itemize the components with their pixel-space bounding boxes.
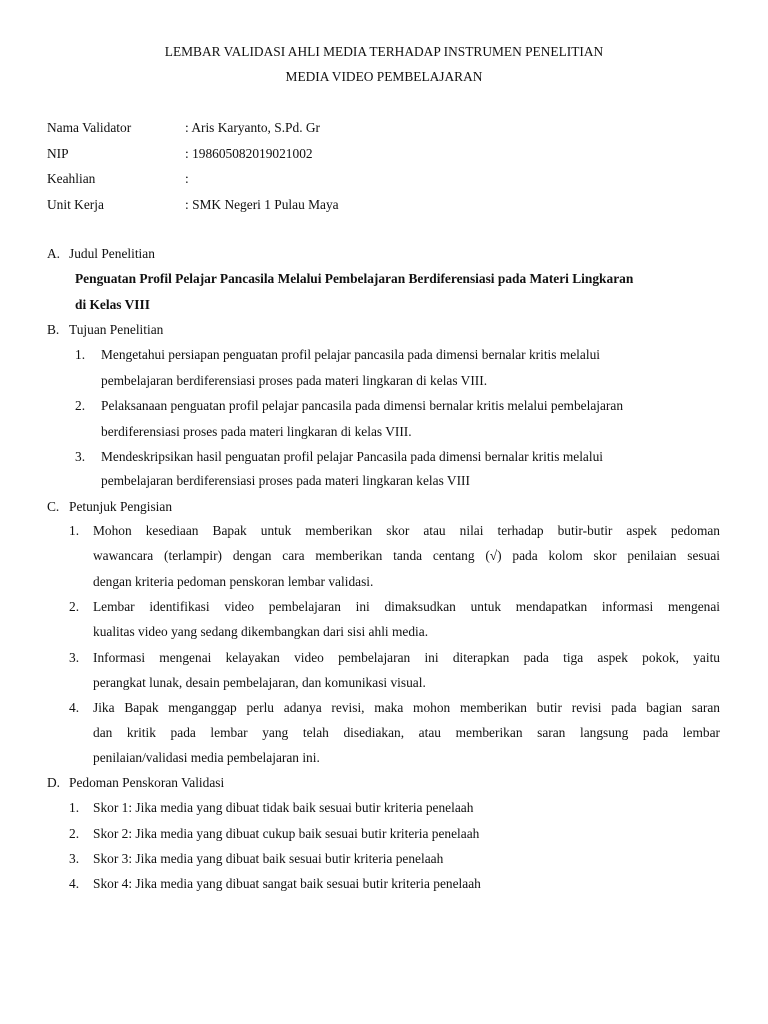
objective-number: 3.: [75, 449, 86, 464]
instruction-text: Mohon kesediaan Bapak untuk memberikan skor atau nilai terhadap butir-butir aspek pedoman: [93, 523, 720, 538]
identity-label: NIP: [47, 146, 69, 161]
identity-value: : SMK Negeri 1 Pulau Maya: [185, 197, 339, 212]
section-b-letter: B.: [47, 322, 60, 337]
section-a-heading: Judul Penelitian: [69, 246, 155, 261]
section-b-heading: Tujuan Penelitian: [69, 322, 164, 337]
score-number: 4.: [69, 876, 80, 891]
objective-text: Pelaksanaan penguatan profil pelajar pancasila pada dimensi bernalar kritis melalui pembelajaran: [101, 398, 624, 413]
instruction-number: 2.: [69, 599, 80, 614]
research-title-line1: Penguatan Profil Pelajar Pancasila Melalui Pembelajaran Berdiferensiasi pada Materi Lingkaran: [75, 271, 634, 286]
instruction-text: dan kritik pada lembar yang telah disediakan, atau memberikan saran langsung pada lembar: [93, 725, 720, 740]
score-text: Skor 1: Jika media yang dibuat tidak baik sesuai butir kriteria penelaah: [93, 800, 474, 815]
objective-text: pembelajaran berdiferensiasi proses pada materi lingkaran di kelas VIII.: [101, 373, 488, 388]
instruction-text: Informasi mengenai kelayakan video pembelajaran ini diterapkan pada tiga aspek pokok, yaitu: [93, 650, 720, 665]
objective-text: Mengetahui persiapan penguatan profil pelajar pancasila pada dimensi bernalar kritis melalui: [101, 347, 600, 362]
instruction-text: Lembar identifikasi video pembelajaran ini dimaksudkan untuk mendapatkan informasi mengenai: [93, 599, 720, 614]
objective-text: pembelajaran berdiferensiasi proses pada materi lingkaran kelas VIII: [101, 473, 470, 488]
research-title-line2: di Kelas VIII: [75, 297, 150, 312]
instruction-number: 4.: [69, 700, 80, 715]
identity-value: : 198605082019021002: [185, 146, 313, 161]
objective-text: Mendeskripsikan hasil penguatan profil pelajar Pancasila pada dimensi bernalar kritis melalui: [101, 449, 603, 464]
document-title-line2: MEDIA VIDEO PEMBELAJARAN: [285, 69, 483, 84]
instruction-number: 1.: [69, 523, 80, 538]
identity-value: : Aris Karyanto, S.Pd. Gr: [185, 120, 321, 135]
objective-text: berdiferensiasi proses pada materi lingkaran di kelas VIII.: [101, 424, 412, 439]
score-number: 2.: [69, 826, 80, 841]
objective-number: 2.: [75, 398, 86, 413]
objective-number: 1.: [75, 347, 86, 362]
instruction-text: wawancara (terlampir) dengan cara memberikan tanda centang (√) pada kolom skor penilaian sesuai: [93, 548, 720, 563]
instruction-text: Jika Bapak menganggap perlu adanya revisi, maka mohon memberikan butir revisi pada bagian saran: [93, 700, 720, 715]
score-text: Skor 3: Jika media yang dibuat baik sesuai butir kriteria penelaah: [93, 851, 444, 866]
instruction-text: penilaian/validasi media pembelajaran ini.: [93, 750, 320, 765]
instruction-text: dengan kriteria pedoman penskoran lembar validasi.: [93, 574, 374, 589]
identity-label: Nama Validator: [47, 120, 132, 135]
instruction-text: kualitas video yang sedang dikembangkan dari sisi ahli media.: [93, 624, 429, 639]
section-d-letter: D.: [47, 775, 61, 790]
score-number: 3.: [69, 851, 80, 866]
section-a-letter: A.: [47, 246, 61, 261]
identity-value: :: [185, 171, 189, 186]
identity-label: Keahlian: [47, 171, 96, 186]
score-text: Skor 2: Jika media yang dibuat cukup baik sesuai butir kriteria penelaah: [93, 826, 480, 841]
section-d-heading: Pedoman Penskoran Validasi: [69, 775, 225, 790]
score-number: 1.: [69, 800, 80, 815]
section-c-letter: C.: [47, 499, 60, 514]
score-text: Skor 4: Jika media yang dibuat sangat baik sesuai butir kriteria penelaah: [93, 876, 481, 891]
document-title-line1: LEMBAR VALIDASI AHLI MEDIA TERHADAP INSTRUMEN PENELITIAN: [164, 44, 604, 59]
instruction-number: 3.: [69, 650, 80, 665]
identity-label: Unit Kerja: [47, 197, 104, 212]
section-c-heading: Petunjuk Pengisian: [69, 499, 173, 514]
instruction-text: perangkat lunak, desain pembelajaran, dan komunikasi visual.: [93, 675, 426, 690]
